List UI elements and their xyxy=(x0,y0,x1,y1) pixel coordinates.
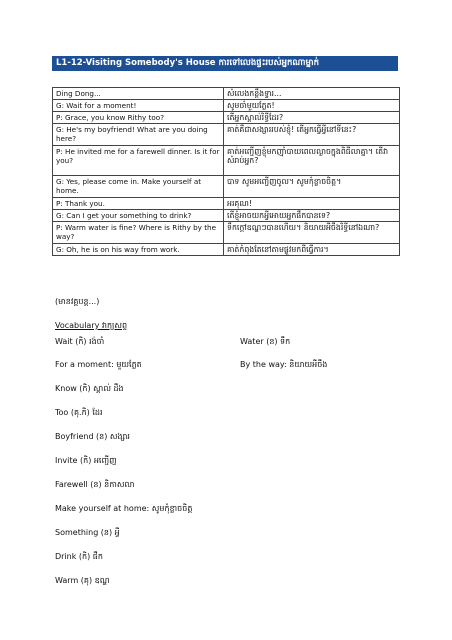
dialogue-khmer: តើអ្នកស្គាល់រិទ្ធីដែរ? xyxy=(224,112,400,124)
dialogue-khmer: គាត់អញ្ជើញខ្ញុំមកញ៉ាំបាយពេលល្ងាចក្នុងពិធីលាគ្នា។ តើវាសំរាប់អ្នក? xyxy=(224,146,400,176)
dialogue-row xyxy=(53,124,400,146)
dialogue-khmer: តើខ្ញុំអាចយកអ្វីអោយអ្នកផឹកបានទេ? xyxy=(224,210,400,222)
dialogue-row xyxy=(53,88,400,100)
vocab-item: Farewell (ន) និកាសលា xyxy=(55,480,135,489)
vocab-item: For a moment: មួយភ្លែត xyxy=(55,360,142,369)
dialogue-english: G: Oh, he is on his way from work. xyxy=(53,244,224,256)
dialogue-english: G: Wait for a moment! xyxy=(53,100,224,112)
vocab-item: Boyfriend (ន) សង្សារ xyxy=(55,432,130,441)
dialogue-row xyxy=(53,210,400,222)
vocab-item: Drink (កិ) ផឹក xyxy=(55,552,103,561)
dialogue-khmer: គាត់គឺជាសង្សាររបស់ខ្ញុំ! តើអ្នកធ្វើអ្វីនៅទីនេះ? xyxy=(224,124,400,146)
dialogue-row xyxy=(53,176,400,198)
vocab-item: Wait (កិ) រង់ចាំ xyxy=(55,337,105,346)
dialogue-english: P: He invited me for a farewell dinner. Is it for you? xyxy=(53,146,224,176)
dialogue-khmer: ទឹកក្តៅឧណ្ហៗបានហើយ។ និយាយអីចឹងរិទ្ធីនៅឯណា? xyxy=(224,222,400,244)
dialogue-row xyxy=(53,198,400,210)
dialogue-table xyxy=(52,87,400,256)
dialogue-row xyxy=(53,222,400,244)
vocabulary-heading: Vocabulary វាក្យសព្ទ xyxy=(55,321,128,330)
dialogue-khmer: បាទ សូមអញ្ជើញចូល។ សូមកុំខ្លាចចិត្ត។ xyxy=(224,176,400,198)
vocab-item: By the way: និយាយអីចឹង xyxy=(240,360,328,369)
dialogue-khmer: សំលេងកន្ដឹងទ្វារ... xyxy=(224,88,400,100)
dialogue-khmer: អរគុណ! xyxy=(224,198,400,210)
dialogue-row xyxy=(53,100,400,112)
dialogue-english: G: Can I get your something to drink? xyxy=(53,210,224,222)
dialogue-english: Ding Dong... xyxy=(53,88,224,100)
dialogue-english: P: Grace, you know Rithy too? xyxy=(53,112,224,124)
vocab-item: Know (កិ) ស្គាល់ ដឹង xyxy=(55,384,124,393)
dialogue-khmer: សូមចាំមួយភ្លែត! xyxy=(224,100,400,112)
dialogue-english: G: He's my boyfriend! What are you doing here? xyxy=(53,124,224,146)
vocab-item: Too (គុ.កិ) ដែរ xyxy=(55,408,103,417)
dialogue-khmer: គាត់កំពុងតែនៅតាមផ្លូវមកពីធ្វើការ។ xyxy=(224,244,400,256)
vocab-item: Water (ន) ទឹក xyxy=(240,337,291,346)
dialogue-english: G: Yes, please come in. Make yourself at home. xyxy=(53,176,224,198)
lesson-title: L1-12-Visiting Somebody's House ការទៅលេងផ្ទះរបស់អ្នកណាម្នាក់ xyxy=(52,56,398,71)
continued-note: (មានវគ្គបន្ត...) xyxy=(55,297,100,306)
dialogue-english: P: Thank you. xyxy=(53,198,224,210)
vocab-item: Warm (គុ) ឧណ្ហ xyxy=(55,576,110,585)
vocab-item: Something (ន) អ្វី xyxy=(55,528,120,537)
dialogue-row xyxy=(53,244,400,256)
vocab-item: Invite (កិ) អញ្ជើញ xyxy=(55,456,117,465)
vocab-item: Make yourself at home: សូមកុំខ្លាចចិត្ត xyxy=(55,504,193,513)
dialogue-row xyxy=(53,112,400,124)
dialogue-row xyxy=(53,146,400,176)
dialogue-english: P: Warm water is fine? Where is Rithy by the way? xyxy=(53,222,224,244)
